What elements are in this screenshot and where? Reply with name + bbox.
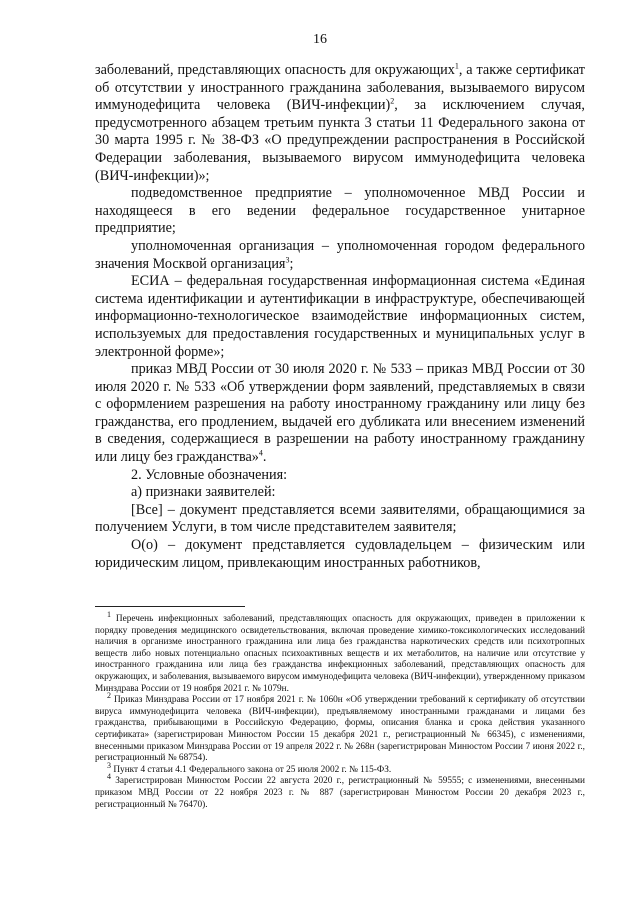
paragraph <box>95 273 585 361</box>
paragraph <box>95 185 585 238</box>
footnote-text: Перечень инфекционных заболеваний, представляющих опасность для окружающих, приведен в приложении к порядку проведения медицинского освидетельствования, включая проведение химико-токсикологических исследований наличия в организме иностранного гражданина или лица без гражданства наркотических средств или психотропных веществ либо новых потенциально опасных психоактивных веществ и их метаболитов, на наличие или отсутствие у иностранного гражданина или лица без гражданства инфекционных заболеваний, представляющих опасность для окружающих, и заболевания, вызываемого вирусом иммунодефицита человека (ВИЧ-инфекции), утвержденному приказом Минздрава России от 19 ноября 2021 г. № 1079н. <box>95 614 585 694</box>
footnote-ref: 3 <box>285 254 290 264</box>
page-number: 16 <box>313 32 327 47</box>
paragraph-text: уполномоченная организация – уполномоченная городом федерального значения Москвой организация <box>95 237 585 272</box>
paragraph-text: , а также сертификат об отсутствии у иностранного гражданина заболевания, вызываемого вирусом иммунодефицита человека (ВИЧ-инфекции) <box>95 62 585 114</box>
paragraph <box>95 484 585 502</box>
footnote-ref: 1 <box>454 61 459 71</box>
paragraph-text: подведомственное предприятие – уполномоченное МВД России и находящееся в его ведении федеральное государственное унитарное предприятие; <box>95 185 585 237</box>
paragraph-text: . <box>262 449 267 466</box>
footnote-divider <box>95 606 245 607</box>
paragraph <box>95 537 585 572</box>
paragraph <box>95 238 585 273</box>
paragraph-text: а) признаки заявителей: <box>131 484 276 501</box>
paragraph-text: ; <box>289 255 294 272</box>
footnote <box>95 760 585 777</box>
footnote-number: 4 <box>107 772 111 782</box>
paragraph-text: [Все] – документ представляется всеми заявителями, обращающимися за получением Услуги, в том числе представителем заявителя; <box>95 501 585 536</box>
paragraph-text: О(о) – документ представляется судовладельцем – физическим или юридическим лицом, привлекающим иностранных работников, <box>95 537 585 571</box>
paragraph-text: , за исключением случая, предусмотренного абзацем третьим пункта 3 статьи 11 Федерального закона от 30 марта 1995 г. № 38-ФЗ «О предупреждении распространения в Российской Федерации заболевания, вызываемого вирусом иммунодефицита человека (ВИЧ-инфекции)»; <box>95 97 585 184</box>
footnote-number: 2 <box>107 691 111 701</box>
paragraph <box>95 502 585 537</box>
footnotes <box>95 609 586 811</box>
paragraph <box>95 467 585 485</box>
footnote-number: 3 <box>107 760 111 770</box>
footnote-number: 1 <box>107 609 111 619</box>
paragraph <box>95 62 585 185</box>
footnote-ref: 2 <box>390 96 395 106</box>
paragraph-text: ЕСИА – федеральная государственная информационная система «Единая система идентификации и аутентификации в инфраструктуре, обеспечивающей информационно-технологическое взаимодействие информационных систем, используемых для предоставления государственных и муниципальных услуг в электронной форме»; <box>95 273 585 360</box>
footnote-text: Пункт 4 статьи 4.1 Федерального закона от 25 июля 2002 г. № 115-ФЗ. <box>113 764 392 775</box>
footnote <box>95 609 585 695</box>
footnote-ref: 4 <box>258 448 263 458</box>
main-text <box>95 62 585 572</box>
footnote-text: Зарегистрирован Минюстом России 22 августа 2020 г., регистрационный № 59555; с изменениями, внесенными приказом МВД России от 22 ноября 2023 г. № 887 (зарегистрирован Минюстом России 20 декабря 2023 г., регистрационный № 76470). <box>95 776 585 810</box>
paragraph-text: 2. Условные обозначения: <box>131 466 288 483</box>
footnote <box>95 772 585 811</box>
footnote-text: Приказ Минздрава России от 17 ноября 2021 г. № 1060н «Об утверждении требований к сертификату об отсутствии вируса иммунодефицита человека (ВИЧ-инфекции), предъявляемому иностранными гражданами и лицами без гражданства, прибывающими в Российскую Федерацию, формы, описания бланка и срока действия указанного сертификата» (зарегистрирован Минюстом России 15 декабря 2021 г., регистрационный № 66345), с изменениями, внесенными приказом Минздрава России от 19 апреля 2022 г. № 268н (зарегистрирован Минюстом России 7 июня 2022 г., регистрационный № 68754). <box>95 695 586 764</box>
footnote <box>95 691 586 765</box>
paragraph-text: заболеваний, представляющих опасность для окружающих <box>95 62 455 78</box>
paragraph <box>95 361 585 467</box>
paragraph-text: приказ МВД России от 30 июля 2020 г. № 533 – приказ МВД России от 30 июля 2020 г. № 533 «Об утверждении форм заявлений, представляемых в связи с оформлением разрешения на работу иностранному гражданину или лицу без гражданства, его продлением, выдачей его дубликата или внесением изменений в сведения, содержащиеся в разрешении на работу иностранному гражданину или лицу без гражданства» <box>95 361 585 466</box>
